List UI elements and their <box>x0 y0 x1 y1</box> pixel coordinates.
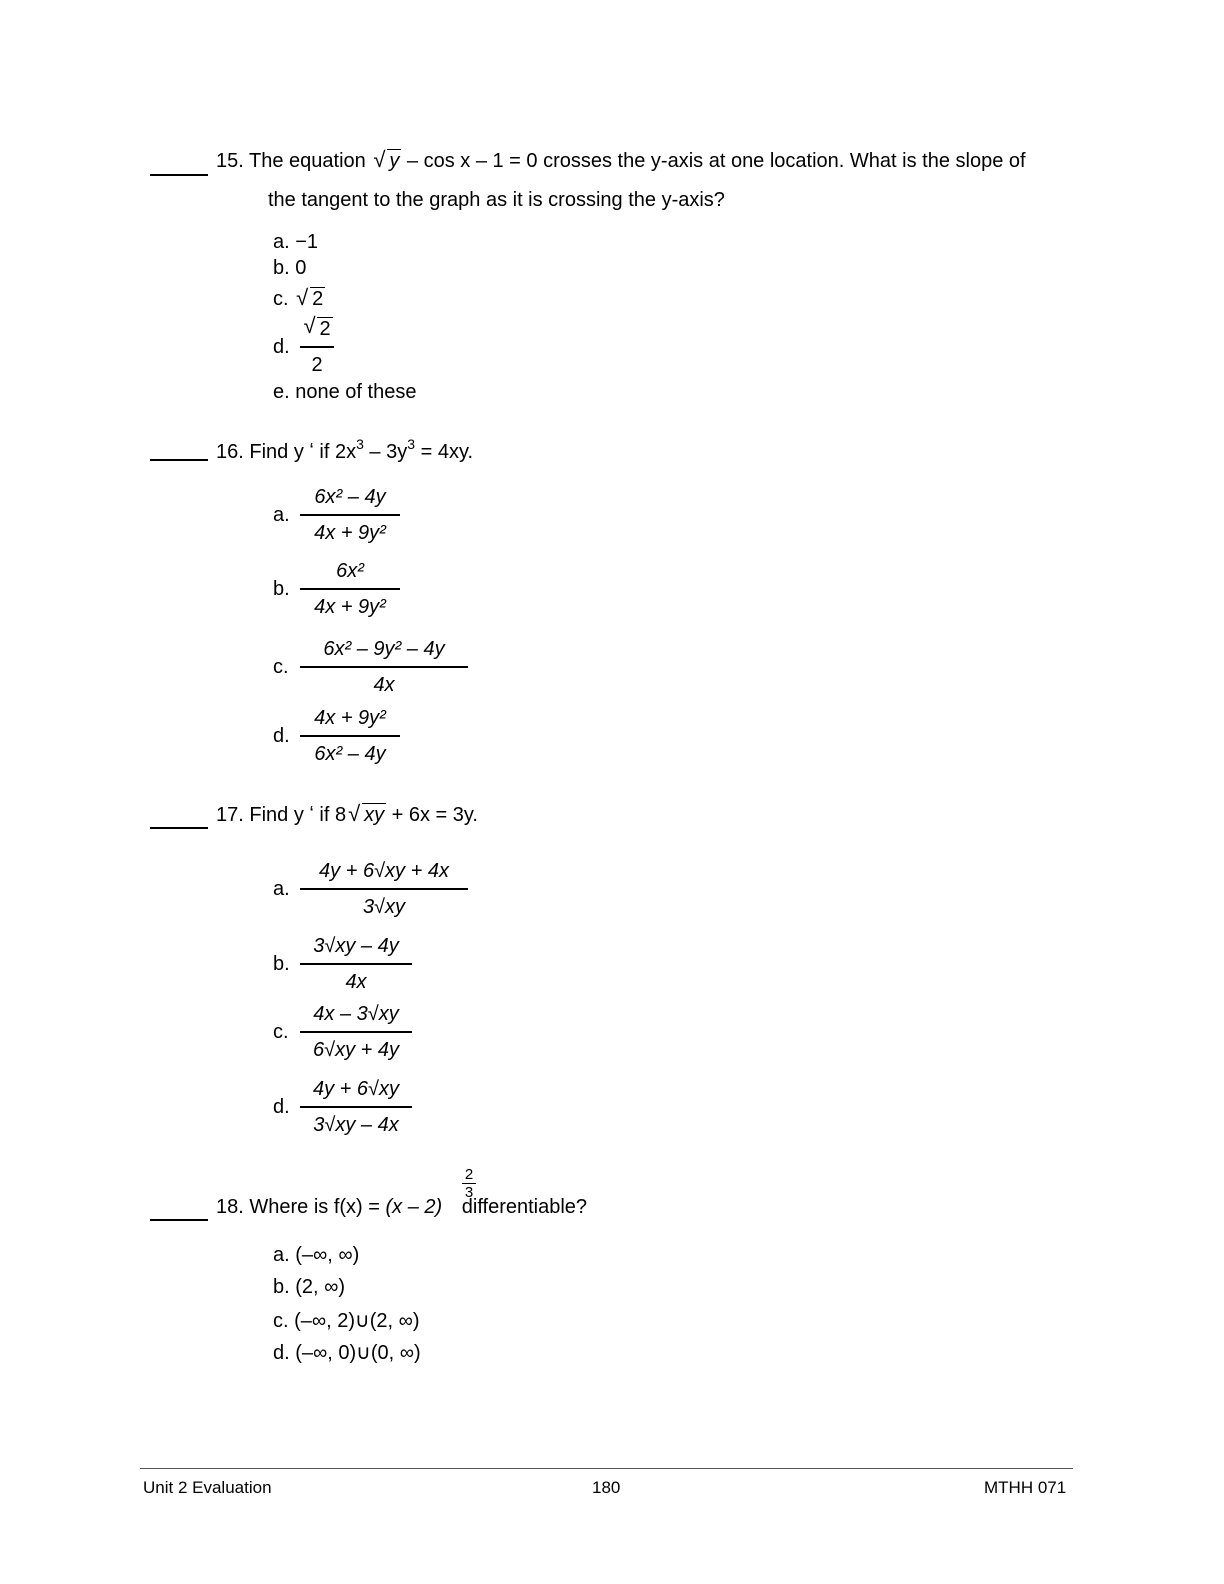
footer-left: Unit 2 Evaluation <box>143 1478 272 1497</box>
answer-blank-18[interactable] <box>150 1219 208 1221</box>
option-16a-fraction: 6x² – 4y 4x + 9y² <box>300 480 400 550</box>
option-18c: c. (–∞, 2)∪(2, ∞) <box>273 1310 420 1332</box>
question-15: 15. The equation √ y – cos x – 1 = 0 crosses the y-axis at one location. What is the slope of <box>216 147 1026 172</box>
option-17a-fraction: 4y + 6√xy + 4x 3√xy <box>300 854 468 924</box>
answer-blank-16[interactable] <box>150 459 208 461</box>
option-18d: d. (–∞, 0)∪(0, ∞) <box>273 1342 421 1364</box>
footer-page-number: 180 <box>592 1478 621 1497</box>
option-16b-fraction: 6x² 4x + 9y² <box>300 554 400 624</box>
option-16b-label: b. <box>273 578 290 600</box>
option-17a-label: a. <box>273 878 290 900</box>
option-15c: c. √ 2 <box>273 285 324 310</box>
option-17b-fraction: 3√xy – 4y 4x <box>300 929 412 999</box>
option-15d-label: d. <box>273 336 290 358</box>
answer-blank-15[interactable] <box>150 174 208 176</box>
answer-blank-17[interactable] <box>150 827 208 829</box>
option-15e: e. none of these <box>273 381 417 403</box>
option-17d-fraction: 4y + 6√xy 3√xy – 4x <box>300 1072 412 1142</box>
question-18: 18. Where is f(x) = (x – 2) differentiable? <box>216 1196 588 1218</box>
option-17c-label: c. <box>273 1021 289 1043</box>
option-18b: b. (2, ∞) <box>273 1276 346 1298</box>
question-15-line2: the tangent to the graph as it is crossing the y-axis? <box>268 189 725 211</box>
option-16c-label: c. <box>273 656 289 678</box>
option-15b: b. 0 <box>273 257 307 279</box>
option-16d-label: d. <box>273 725 290 747</box>
question-17: 17. Find y ʻ if 8 √ xy + 6x = 3y. <box>216 801 478 826</box>
option-15a: a. −1 <box>273 231 319 253</box>
option-16d-fraction: 4x + 9y² 6x² – 4y <box>300 701 400 771</box>
sqrt-y: √ y <box>373 147 400 172</box>
option-18a: a. (–∞, ∞) <box>273 1244 360 1266</box>
option-15d-fraction: √ 2 2 <box>300 312 334 382</box>
footer-right: MTHH 071 <box>984 1478 1067 1497</box>
footer-divider <box>140 1468 1073 1469</box>
question-16: 16. Find y ʻ if $2x^3 - 3y^3 = 4xy$. <box>216 436 474 463</box>
option-17c-fraction: 4x – 3√xy 6√xy + 4y <box>300 997 412 1067</box>
q18-exponent: 2 3 <box>462 1166 476 1201</box>
option-16a-label: a. <box>273 504 290 526</box>
option-17b-label: b. <box>273 953 290 975</box>
option-16c-fraction: 6x² – 9y² – 4y 4x <box>300 632 468 702</box>
option-17d-label: d. <box>273 1096 290 1118</box>
